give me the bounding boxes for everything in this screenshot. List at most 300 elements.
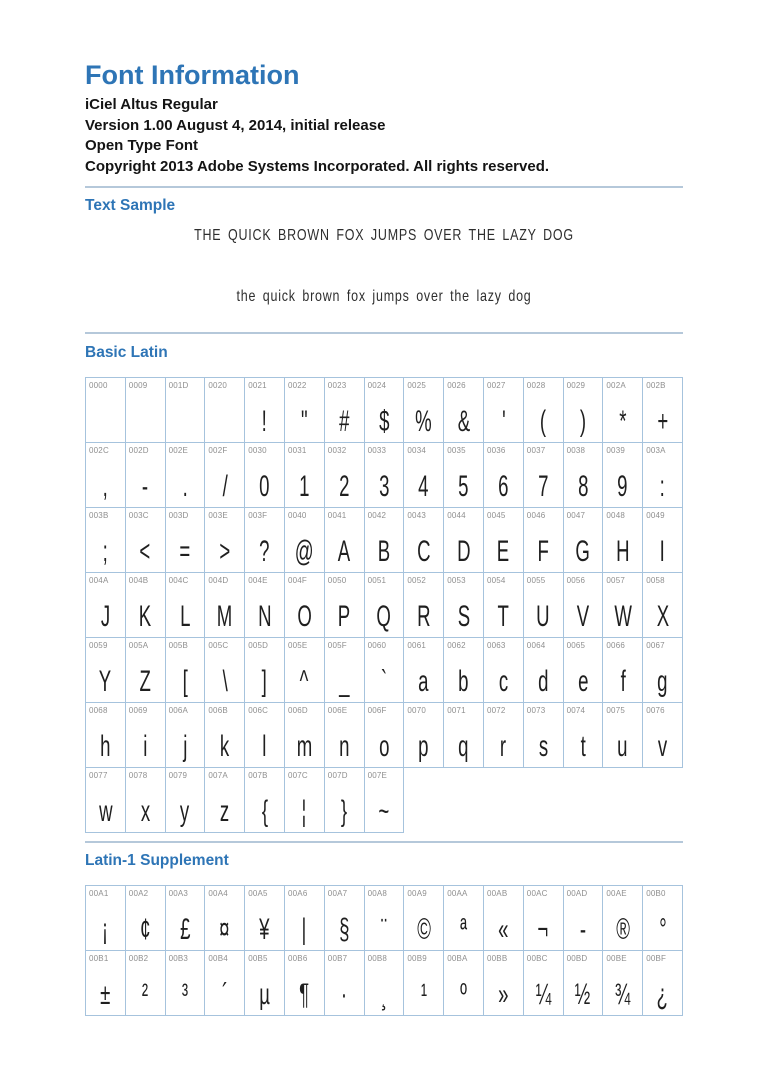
codepoint-label: 0022 [287, 381, 307, 390]
glyph: = [179, 535, 191, 568]
glyph-cell-0064 [524, 638, 564, 703]
codepoint-label: 0066 [606, 641, 625, 650]
glyph-preview [643, 520, 682, 572]
glyph-preview [325, 650, 364, 702]
glyph-cell-0077 [86, 768, 126, 833]
codepoint-label: 007E [367, 771, 388, 780]
glyph-cell-00BC [524, 951, 564, 1016]
codepoint-label: 004F [287, 576, 308, 585]
codepoint-label: 0073 [526, 706, 546, 715]
glyph: ¡ [102, 913, 109, 946]
codepoint-label: 0052 [407, 576, 426, 585]
glyph-cell-0062 [444, 638, 484, 703]
glyph-cell-00A7 [325, 886, 365, 951]
glyph: T [497, 600, 510, 633]
glyph: d [538, 665, 549, 698]
glyph-preview [564, 650, 603, 702]
codepoint-label: 00AD [566, 889, 588, 898]
glyph-cell-0055 [524, 573, 564, 638]
glyph: { [261, 795, 268, 828]
glyph-preview [365, 390, 404, 442]
glyph-cell-0076 [643, 703, 683, 768]
glyph-cell-0047 [564, 508, 604, 573]
codepoint-label: 0029 [566, 381, 586, 390]
codepoint-label: 0032 [327, 446, 347, 455]
codepoint-label: 0074 [566, 706, 586, 715]
glyph-preview [285, 715, 324, 767]
codepoint-label: 00B6 [287, 954, 308, 963]
codepoint-label: 0039 [606, 446, 625, 455]
glyph-cell-0045 [484, 508, 524, 573]
glyph-preview [245, 390, 284, 442]
codepoint-label: 0036 [486, 446, 506, 455]
glyph: q [458, 730, 469, 763]
glyph-preview [444, 715, 483, 767]
glyph-cell-0038 [564, 443, 604, 508]
codepoint-label: 00BB [486, 954, 508, 963]
glyph: M [217, 600, 233, 633]
codepoint-label: 0031 [287, 446, 307, 455]
glyph-cell-0068 [86, 703, 126, 768]
glyph-cell-00A2 [126, 886, 166, 951]
glyph: N [257, 600, 272, 633]
glyph-cell-004B [126, 573, 166, 638]
glyph-preview [285, 898, 324, 950]
glyph-cell-006F [365, 703, 405, 768]
glyph-preview [86, 585, 125, 637]
glyph-preview [245, 780, 284, 832]
glyph-preview [603, 898, 642, 950]
glyph: ° [658, 913, 667, 946]
glyph: * [619, 405, 627, 438]
glyph-cell-0075 [603, 703, 643, 768]
codepoint-label: 0078 [128, 771, 148, 780]
glyph: a [418, 665, 429, 698]
codepoint-label: 0060 [367, 641, 387, 650]
glyph-cell-00BE [603, 951, 643, 1016]
glyph: ` [380, 665, 388, 698]
glyph-cell-0078 [126, 768, 166, 833]
glyph-preview [404, 585, 443, 637]
glyph-preview [285, 963, 324, 1015]
codepoint-label: 00BA [447, 954, 468, 963]
glyph: P [337, 600, 351, 633]
glyph-cell-003F [245, 508, 285, 573]
glyph-cell-00A5 [245, 886, 285, 951]
glyph-preview [564, 898, 603, 950]
glyph-preview [285, 780, 324, 832]
font-version: Version 1.00 August 4, 2014, initial release [85, 116, 386, 134]
glyph-preview [444, 520, 483, 572]
glyph: Z [139, 665, 151, 698]
page-title: Font Information [85, 60, 300, 90]
glyph-preview [325, 520, 364, 572]
page-content [85, 0, 683, 1087]
glyph: W [614, 600, 632, 633]
codepoint-label: 0034 [407, 446, 426, 455]
glyph: l [262, 730, 267, 763]
codepoint-label: 0072 [486, 706, 506, 715]
glyph-preview [444, 455, 483, 507]
glyph-cell-0051 [365, 573, 405, 638]
glyph: ¢ [140, 913, 151, 946]
codepoint-label: 005B [168, 641, 189, 650]
glyph-cell-002C [86, 443, 126, 508]
section-divider [85, 186, 683, 188]
codepoint-label: 0028 [526, 381, 546, 390]
codepoint-label: 005C [208, 641, 229, 650]
glyph-preview [643, 963, 682, 1015]
codepoint-label: 006D [287, 706, 308, 715]
glyph-cell-00AA [444, 886, 484, 951]
glyph-preview [205, 963, 244, 1015]
glyph-preview [603, 390, 642, 442]
codepoint-label: 0025 [407, 381, 426, 390]
codepoint-label: 00BE [606, 954, 627, 963]
codepoint-label: 004C [168, 576, 189, 585]
glyph-preview [126, 650, 165, 702]
section-divider [85, 332, 683, 334]
codepoint-label: 004E [248, 576, 268, 585]
glyph: Q [376, 600, 392, 633]
glyph-preview [245, 650, 284, 702]
codepoint-label: 00AB [486, 889, 508, 898]
section-heading-text-sample: Text Sample [85, 197, 176, 214]
glyph-preview [86, 520, 125, 572]
codepoint-label: 007C [287, 771, 308, 780]
glyph-preview [86, 650, 125, 702]
glyph: \ [222, 665, 228, 698]
glyph-preview [643, 390, 682, 442]
glyph-cell-00B3 [166, 951, 206, 1016]
glyph: $ [378, 405, 390, 438]
glyph-preview [484, 390, 523, 442]
codepoint-label: 0045 [486, 511, 506, 520]
glyph-preview [444, 898, 483, 950]
glyph-cell-00B9 [404, 951, 444, 1016]
glyph: : [659, 470, 666, 503]
codepoint-label: 0024 [367, 381, 387, 390]
glyph: c [498, 665, 509, 698]
codepoint-label: 0000 [89, 381, 108, 390]
glyph-preview [564, 715, 603, 767]
section-divider [85, 841, 683, 843]
glyph: / [222, 470, 228, 503]
glyph-preview [524, 963, 563, 1015]
glyph-cell-007A [205, 768, 245, 833]
glyph: ' [501, 405, 506, 438]
glyph: « [498, 913, 509, 946]
glyph: v [657, 730, 668, 763]
glyph: ² [142, 978, 149, 1011]
glyph-cell-0024 [365, 378, 405, 443]
glyph-preview [166, 585, 205, 637]
glyph-cell-005A [126, 638, 166, 703]
glyph-cell-002E [166, 443, 206, 508]
glyph-preview [166, 390, 205, 442]
glyph-cell-00B8 [365, 951, 405, 1016]
codepoint-label: 006C [248, 706, 269, 715]
glyph-preview [166, 963, 205, 1015]
codepoint-label: 00B9 [407, 954, 427, 963]
codepoint-label: 0065 [566, 641, 586, 650]
glyph-cell-0050 [325, 573, 365, 638]
glyph-preview [325, 585, 364, 637]
glyph: ¸ [380, 978, 388, 1011]
codepoint-label: 0033 [367, 446, 387, 455]
codepoint-label: 0026 [447, 381, 466, 390]
glyph: b [458, 665, 469, 698]
codepoint-label: 0070 [407, 706, 426, 715]
glyph-preview [86, 898, 125, 950]
glyph: I [659, 535, 666, 568]
glyph-cell-0032 [325, 443, 365, 508]
codepoint-label: 0075 [606, 706, 625, 715]
glyph: w [98, 795, 113, 828]
codepoint-label: 0023 [327, 381, 347, 390]
codepoint-label: 00B0 [646, 889, 666, 898]
glyph-cell-0071 [444, 703, 484, 768]
glyph-cell-00B4 [205, 951, 245, 1016]
codepoint-label: 004B [128, 576, 149, 585]
glyph-preview [325, 715, 364, 767]
glyph-preview [245, 898, 284, 950]
codepoint-label: 007B [248, 771, 268, 780]
glyph-cell-0069 [126, 703, 166, 768]
glyph-preview [444, 585, 483, 637]
glyph: 4 [418, 470, 429, 503]
glyph: n [339, 730, 350, 763]
codepoint-label: 00A1 [89, 889, 109, 898]
glyph-preview [86, 390, 125, 442]
glyph-cell-006A [166, 703, 206, 768]
glyph-cell-0054 [484, 573, 524, 638]
codepoint-label: 0009 [128, 381, 148, 390]
codepoint-label: 007D [327, 771, 348, 780]
glyph-cell-004A [86, 573, 126, 638]
glyph-preview [245, 715, 284, 767]
glyph-preview [166, 715, 205, 767]
glyph-preview [603, 520, 642, 572]
codepoint-label: 0061 [407, 641, 426, 650]
glyph-cell-0009 [126, 378, 166, 443]
glyph-cell-0060 [365, 638, 405, 703]
glyph: » [498, 978, 509, 1011]
glyph-cell-0073 [524, 703, 564, 768]
glyph: § [339, 913, 350, 946]
glyph-preview [86, 715, 125, 767]
glyph: ® [615, 913, 630, 946]
glyph-cell-00B7 [325, 951, 365, 1016]
codepoint-label: 0064 [526, 641, 546, 650]
glyph: 7 [538, 470, 549, 503]
glyph-cell-0065 [564, 638, 604, 703]
glyph-cell-005B [166, 638, 206, 703]
glyph-preview [365, 963, 404, 1015]
glyph-preview [404, 963, 443, 1015]
glyph-cell-00BF [643, 951, 683, 1016]
glyph-preview [166, 650, 205, 702]
glyph: ¤ [219, 913, 230, 946]
glyph: C [417, 535, 431, 568]
glyph-cell-002F [205, 443, 245, 508]
codepoint-label: 005E [287, 641, 308, 650]
glyph-cell-0041 [325, 508, 365, 573]
glyph-preview [126, 390, 165, 442]
codepoint-label: 002D [128, 446, 149, 455]
codepoint-label: 0021 [248, 381, 267, 390]
glyph-preview [484, 585, 523, 637]
glyph-preview [205, 585, 244, 637]
codepoint-label: 004D [208, 576, 229, 585]
codepoint-label: 0049 [646, 511, 665, 520]
glyph-preview [126, 780, 165, 832]
glyph-preview [245, 585, 284, 637]
glyph-cell-00AB [484, 886, 524, 951]
glyph-cell-002D [126, 443, 166, 508]
glyph: + [657, 405, 669, 438]
glyph: g [657, 665, 668, 698]
glyph-cell-002A [603, 378, 643, 443]
glyph-preview [603, 585, 642, 637]
glyph-preview [365, 715, 404, 767]
codepoint-label: 001D [168, 381, 189, 390]
glyph: - [579, 913, 587, 946]
glyph-cell-005D [245, 638, 285, 703]
codepoint-label: 0079 [168, 771, 188, 780]
glyph-preview [484, 650, 523, 702]
glyph-cell-0070 [404, 703, 444, 768]
glyph: . [182, 470, 188, 503]
codepoint-label: 0044 [447, 511, 466, 520]
codepoint-label: 00B8 [367, 954, 388, 963]
glyph: O [297, 600, 312, 633]
glyph: S [457, 600, 470, 633]
glyph-cell-0023 [325, 378, 365, 443]
glyph-preview [285, 585, 324, 637]
glyph-preview [444, 390, 483, 442]
glyph-preview [126, 963, 165, 1015]
glyph-cell-0042 [365, 508, 405, 573]
glyph-cell-0053 [444, 573, 484, 638]
glyph-cell-0030 [245, 443, 285, 508]
glyph-preview [564, 963, 603, 1015]
glyph-preview [404, 390, 443, 442]
codepoint-label: 0068 [89, 706, 108, 715]
codepoint-label: 0030 [248, 446, 267, 455]
glyph: ³ [181, 978, 189, 1011]
glyph-preview [404, 520, 443, 572]
glyph-preview [643, 585, 682, 637]
glyph-preview [86, 780, 125, 832]
glyph: ´ [221, 978, 228, 1011]
basic-latin-glyph-table [85, 377, 683, 833]
glyph: V [576, 600, 590, 633]
glyph: < [139, 535, 151, 568]
section-heading-latin1-supplement: Latin-1 Supplement [85, 852, 229, 869]
codepoint-label: 002E [168, 446, 189, 455]
glyph: X [656, 600, 669, 633]
glyph-preview [126, 585, 165, 637]
glyph-cell-003E [205, 508, 245, 573]
codepoint-label: 00A7 [327, 889, 348, 898]
glyph: z [220, 795, 230, 828]
glyph-preview [404, 650, 443, 702]
glyph: i [143, 730, 148, 763]
glyph-preview [404, 455, 443, 507]
glyph-cell-0072 [484, 703, 524, 768]
glyph-preview [484, 455, 523, 507]
glyph-cell-005F [325, 638, 365, 703]
glyph: x [140, 795, 150, 828]
glyph: ¦ [301, 795, 307, 828]
glyph-preview [365, 585, 404, 637]
glyph-preview [166, 780, 205, 832]
glyph-cell-0020 [205, 378, 245, 443]
glyph: ¬ [537, 913, 549, 946]
glyph: E [497, 535, 510, 568]
glyph: ª [460, 913, 468, 946]
glyph-cell-0063 [484, 638, 524, 703]
glyph: ! [261, 405, 268, 438]
glyph-cell-002B [643, 378, 683, 443]
glyph-preview [484, 898, 523, 950]
glyph: ¿ [656, 978, 669, 1011]
codepoint-label: 0067 [646, 641, 665, 650]
glyph-cell-0046 [524, 508, 564, 573]
codepoint-label: 0069 [128, 706, 148, 715]
glyph: - [142, 470, 149, 503]
glyph-cell-0031 [285, 443, 325, 508]
glyph: J [100, 600, 111, 633]
glyph: 0 [259, 470, 270, 503]
section-heading-basic-latin: Basic Latin [85, 344, 168, 361]
codepoint-label: 0047 [566, 511, 586, 520]
glyph: f [620, 665, 626, 698]
codepoint-label: 00B3 [168, 954, 189, 963]
codepoint-label: 0037 [526, 446, 546, 455]
codepoint-label: 0046 [526, 511, 546, 520]
codepoint-label: 0035 [447, 446, 466, 455]
codepoint-label: 0020 [208, 381, 227, 390]
glyph-cell-0061 [404, 638, 444, 703]
glyph-cell-007D [325, 768, 365, 833]
glyph-preview [166, 455, 205, 507]
glyph-cell-0056 [564, 573, 604, 638]
glyph: ¹ [420, 978, 427, 1011]
font-info-block [85, 95, 549, 177]
codepoint-label: 0062 [447, 641, 466, 650]
codepoint-label: 0048 [606, 511, 625, 520]
glyph-cell-0000 [86, 378, 126, 443]
glyph-cell-0028 [524, 378, 564, 443]
glyph: ¼ [535, 978, 551, 1011]
glyph-cell-0025 [404, 378, 444, 443]
codepoint-label: 0038 [566, 446, 586, 455]
glyph: ¥ [259, 913, 270, 946]
glyph: u [617, 730, 628, 763]
glyph-cell-006B [205, 703, 245, 768]
glyph: ± [100, 978, 111, 1011]
glyph-cell-00A9 [404, 886, 444, 951]
codepoint-label: 002C [89, 446, 109, 455]
glyph-preview [524, 585, 563, 637]
glyph: > [219, 535, 231, 568]
codepoint-label: 0063 [486, 641, 506, 650]
glyph-cell-00AD [564, 886, 604, 951]
glyph-cell-0048 [603, 508, 643, 573]
glyph-preview [285, 455, 324, 507]
